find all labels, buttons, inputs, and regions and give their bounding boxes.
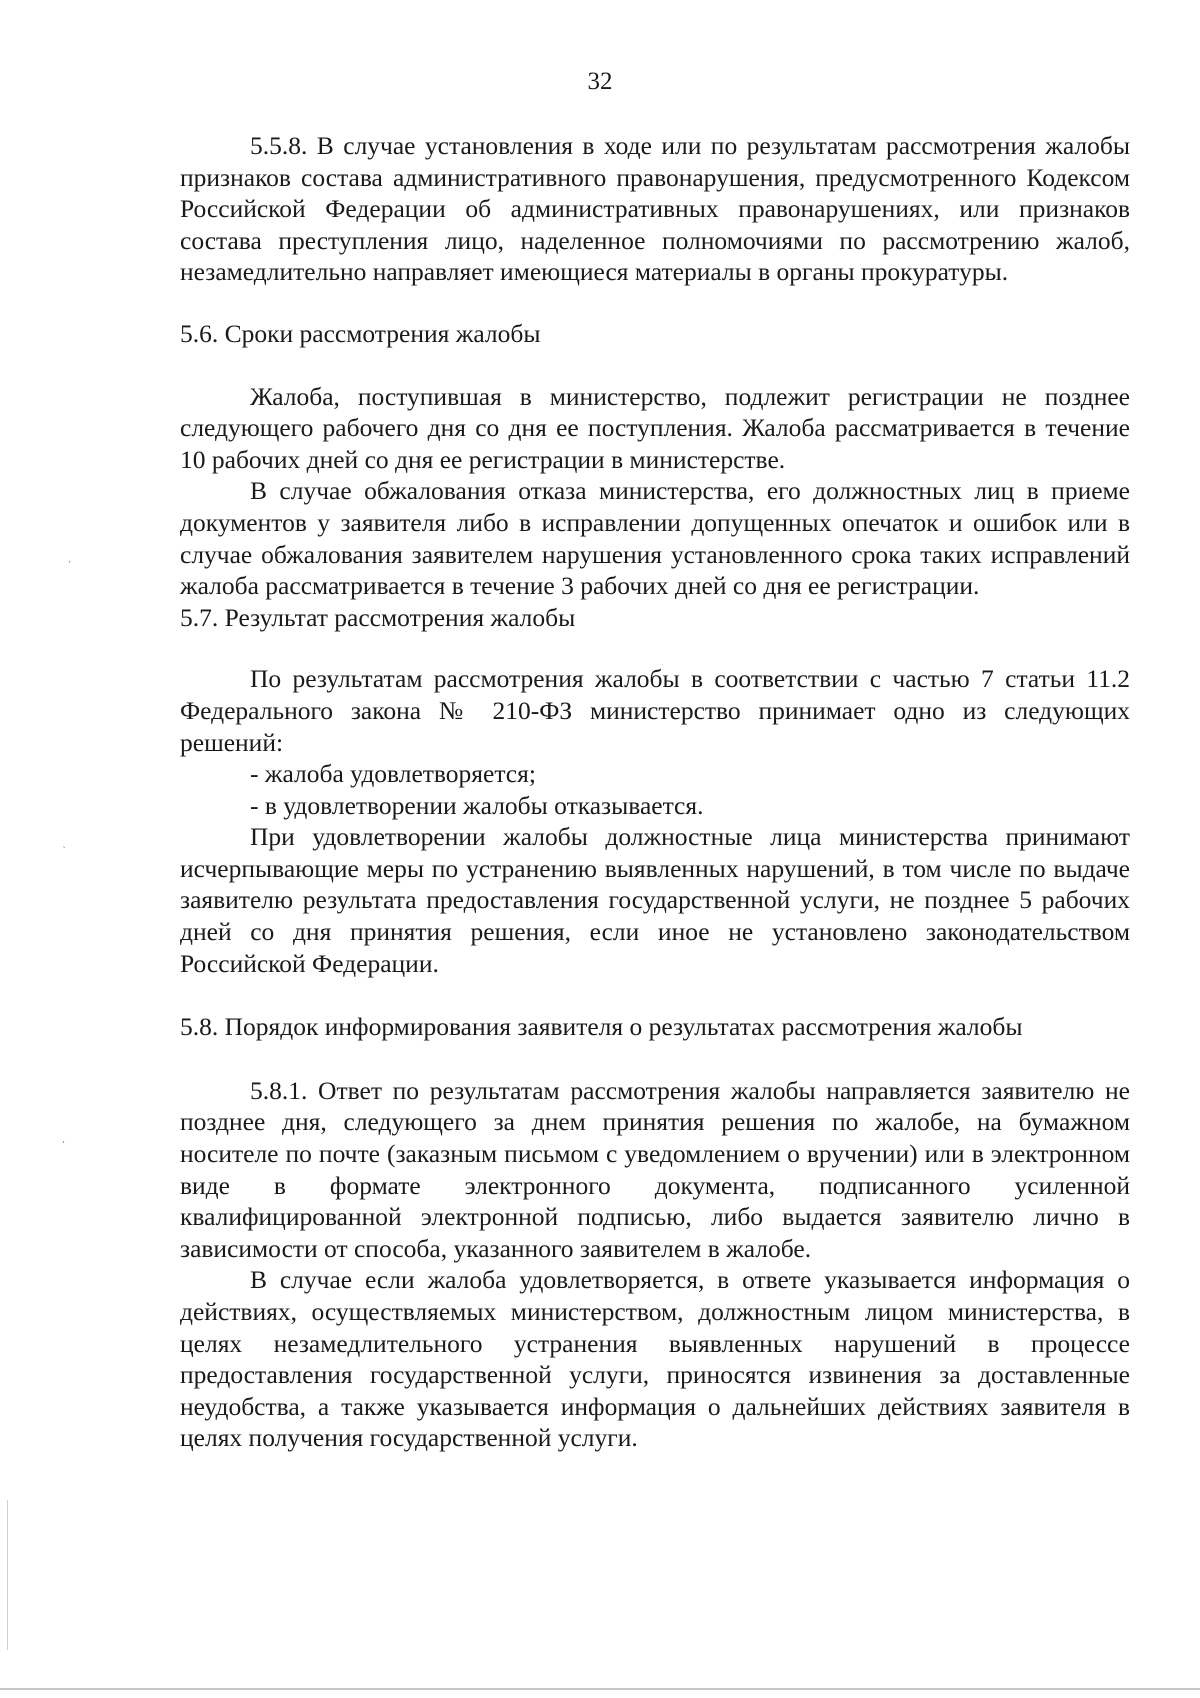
heading-5-6: 5.6. Сроки рассмотрения жалобы	[180, 318, 541, 348]
heading-5-7: 5.7. Результат рассмотрения жалобы	[180, 602, 576, 632]
paragraph-5-5-8: 5.5.8. В случае установления в ходе или по результатам рассмотрения жалобы признаков состава административного правонарушения, предусмотренного Кодексом Российской Федерации об административных правонарушениях, или признаков состава преступления лицо, наделенное полномочиями по рассмотрению жалоб, незамедлительно направляет имеющиеся материалы в органы прокуратуры.	[180, 131, 1130, 287]
paragraph-5-8-1-2: В случае если жалоба удовлетворяется, в ответе указывается информация о действиях, осуществляемых министерством, должностным лицом министерства, в целях незамедлительного устранения выявленных нарушений в процессе предоставления государственной услуги, приносятся извинения за доставленные неудобства, а также указывается информация о дальнейших действиях заявителя в целях получения государственной услуги.	[180, 1265, 1130, 1453]
paragraph-5-6-1: Жалоба, поступившая в министерство, подлежит регистрации не позднее следующего рабочего дня со дня ее поступления. Жалоба рассматривается в течение 10 рабочих дней со дня ее регистрации в министерстве.	[180, 381, 1130, 474]
page-number: 32	[587, 68, 613, 95]
list-item-satisfied: - жалоба удовлетворяется;	[250, 759, 536, 789]
paragraph-5-8-1: 5.8.1. Ответ по результатам рассмотрения жалобы направляется заявителю не позднее дня, следующего за днем принятия решения по жалобе, на бумажном носителе по почте (заказным письмом с уведомлением о вручении) или в электронном виде в формате электронного документа, подписанного усиленной квалифицированной электронной подписью, либо выдается заявителю лично в зависимости от способа, указанного заявителем в жалобе.	[180, 1075, 1130, 1263]
paragraph-5-7-2: При удовлетворении жалобы должностные лица министерства принимают исчерпывающие меры по устранению выявленных нарушений, в том числе по выдаче заявителю результата предоставления государственной услуги, не позднее 5 рабочих дней со дня принятия решения, если иное не установлено законодательством Российской Федерации.	[180, 822, 1130, 978]
heading-5-8: 5.8. Порядок информирования заявителя о результатах рассмотрения жалобы	[180, 1012, 1023, 1042]
scan-speck: ʻ	[62, 1140, 66, 1151]
paragraph-5-6-2: В случае обжалования отказа министерства, его должностных лиц в приеме документов у заявителя либо в исправлении допущенных опечаток и ошибок или в случае обжалования заявителем нарушения установленного срока таких исправлений жалоба рассматривается в течение 3 рабочих дней со дня ее регистрации.	[180, 476, 1130, 601]
document-body	[180, 130, 1130, 1454]
scan-margin-line	[7, 1500, 8, 1650]
scan-speck: ʼ	[68, 560, 72, 571]
list-item-rejected: - в удовлетворении жалобы отказывается.	[250, 790, 704, 820]
scan-speck: `	[62, 846, 67, 857]
scan-bottom-edge	[0, 1688, 1200, 1690]
paragraph-5-7-1: По результатам рассмотрения жалобы в соответствии с частью 7 статьи 11.2 Федерального закона № 210-ФЗ министерство принимает одно из следующих решений:	[180, 664, 1130, 757]
